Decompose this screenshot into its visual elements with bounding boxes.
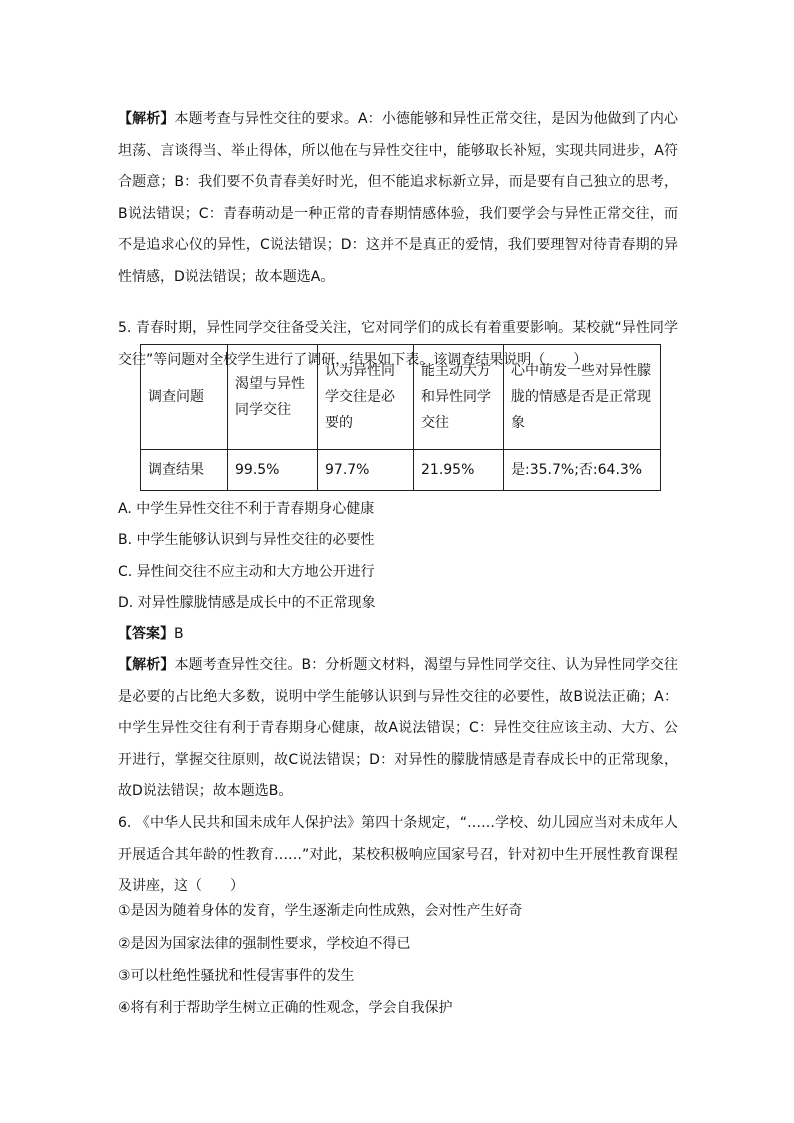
statement-2: ②是因为国家法律的强制性要求，学校迫不得已: [118, 936, 411, 952]
option-a: A. 中学生异性交往不利于青春期身心健康: [118, 501, 375, 517]
analysis-tag: 【解析】: [118, 657, 175, 673]
table-cell: 能主动大方和异性同学交往: [414, 345, 504, 450]
statement-4: ④将有利于帮助学生树立正确的性观念，学会自我保护: [118, 1000, 453, 1016]
table-cell: 21.95%: [414, 450, 504, 491]
statement-3: ③可以杜绝性骚扰和性侵害事件的发生: [118, 968, 355, 984]
option-b: B. 中学生能够认识到与异性交往的必要性: [118, 532, 375, 548]
question-5-stem: 5. 青春时期，异性同学交往备受关注，它对同学们的成长有着重要影响。某校就“异性同学交往”等问题对全校学生进行了调研，结果如下表。该调查结果说明（ ）: [118, 320, 678, 368]
analysis-q4: [118, 104, 678, 293]
table-cell: 认为异性同学交往是必要的: [318, 345, 414, 450]
table-cell: 心中萌发一些对异性朦胧的情感是否是正常现象: [504, 345, 661, 450]
analysis-text: 本题考查异性交往。B：分析题文材料，渴望与异性同学交往、认为异性同学交往是必要的占比绝大多数，说明中学生能够认识到与异性交往的必要性，故B说法正确；A：中学生异性交往有利于青春期身心健康，故A说法错误；C：异性交往应该主动、大方、公开进行，掌握交往原则，故C说法错误；D：对异性的朦胧情感是青春成长中的正常现象，故D说法错误；故本题选B。: [118, 657, 678, 799]
question-6-stem: 6. 《中华人民共和国未成年人保护法》第四十条规定，“……学校、幼儿园应当对未成年人开展适合其年龄的性教育……”对此，某校积极响应国家号召，针对初中生开展性教育课程及讲座，这（ ）: [118, 815, 678, 894]
answer-tag: 【答案】: [118, 626, 174, 642]
table-row: [141, 345, 661, 450]
analysis-text: 本题考查与异性交往的要求。A：小德能够和异性正常交往，是因为他做到了内心坦荡、言谈得当、举止得体，所以他在与异性交往中，能够取长补短，实现共同进步，A符合题意；B：我们要不负青春美好时光，但不能追求标新立异，而是要有自己独立的思考，B说法错误；C：青春萌动是一种正常的青春期情感体验，我们要学会与异性正常交往，而不是追求心仪的异性，C说法错误；D：这并不是真正的爱情，我们要理智对待青春期的异性情感，D说法错误；故本题选A。: [118, 111, 679, 285]
table-cell: 99.5%: [228, 450, 318, 491]
table-row-header: 调查结果: [141, 450, 228, 491]
table-cell: 是:35.7%;否:64.3%: [504, 450, 661, 491]
statement-1: ①是因为随着身体的发育，学生逐渐走向性成熟，会对性产生好奇: [118, 903, 523, 919]
analysis-q5: [118, 650, 678, 808]
option-d: D. 对异性朦胧情感是成长中的不正常现象: [118, 595, 376, 611]
table-row: [141, 450, 661, 491]
table-cell: 渴望与异性同学交往: [228, 345, 318, 450]
analysis-tag: 【解析】: [118, 111, 175, 127]
answer-line: [118, 624, 184, 644]
survey-table: [140, 344, 661, 491]
table-cell: 97.7%: [318, 450, 414, 491]
answer-value: B: [174, 626, 184, 642]
option-c: C. 异性间交往不应主动和大方地公开进行: [118, 564, 375, 580]
table-row-header: 调查问题: [141, 345, 228, 450]
